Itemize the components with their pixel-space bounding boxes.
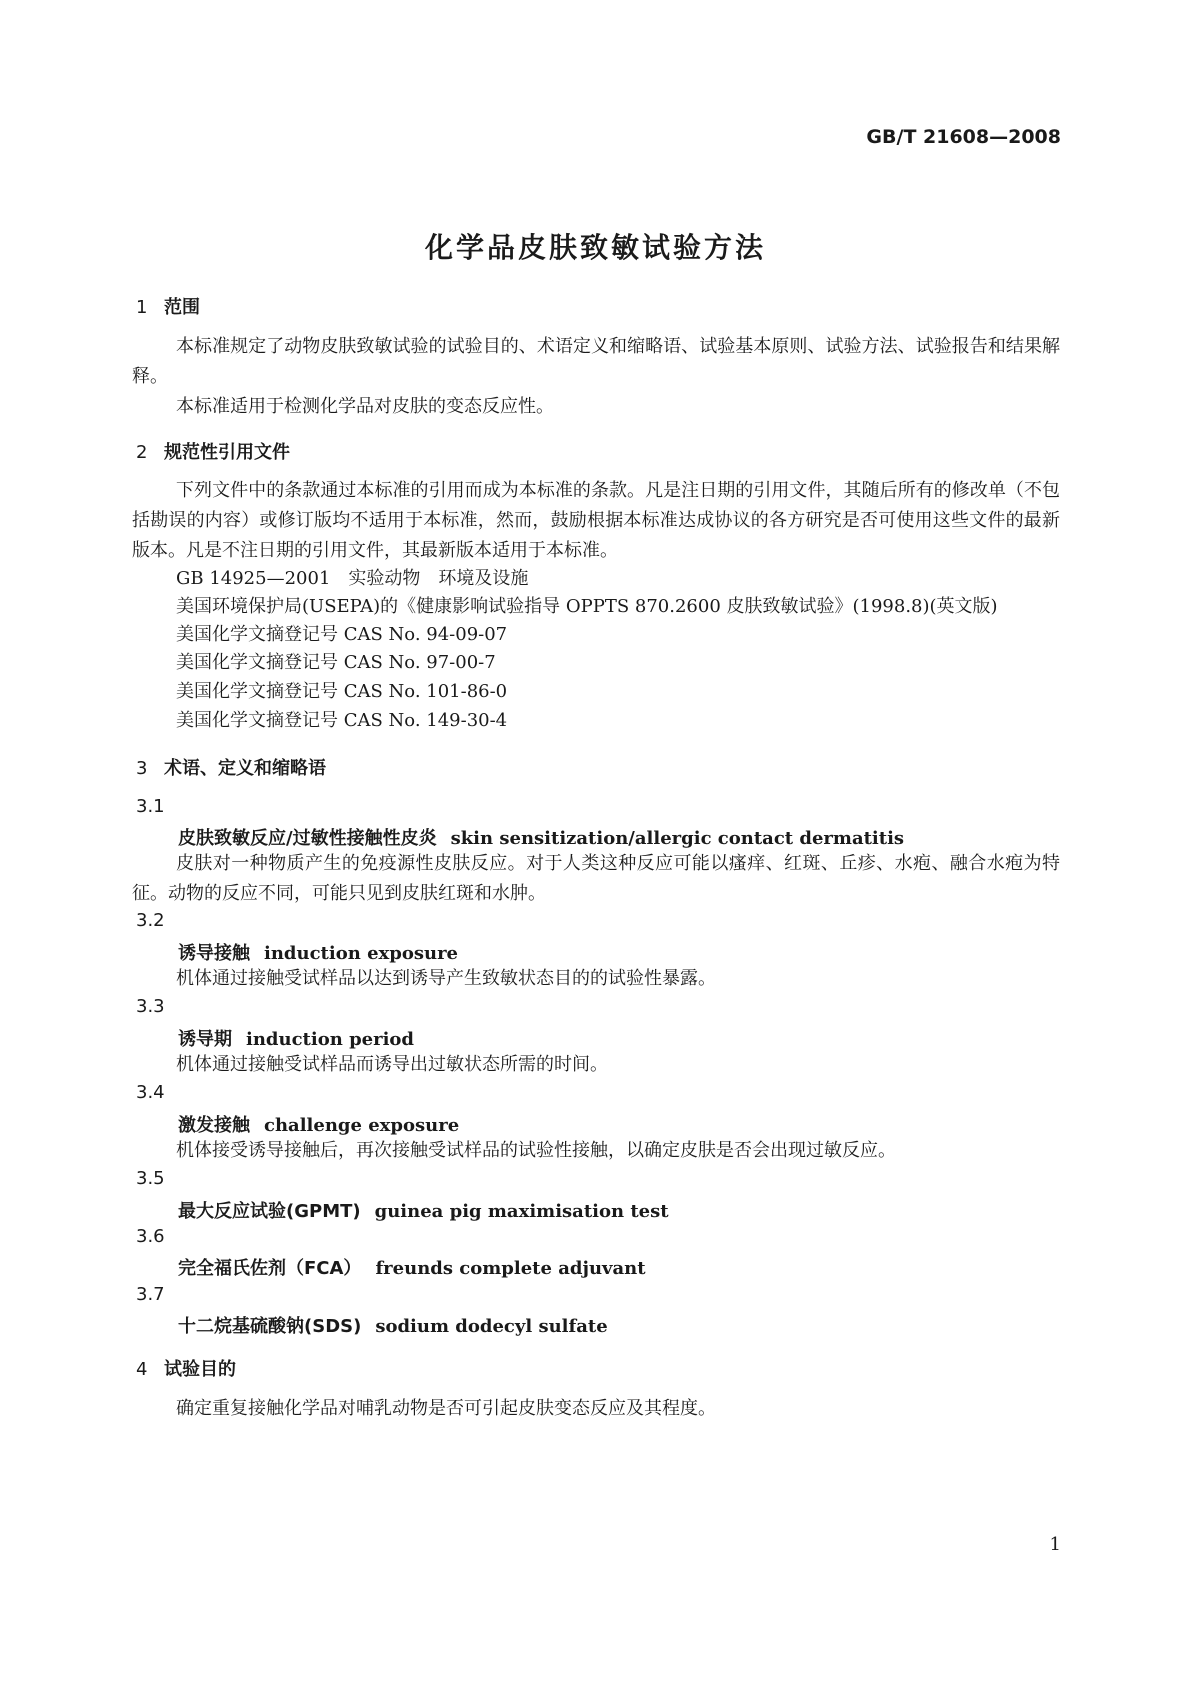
term-english: guinea pig maximisation test [374,1201,669,1222]
term-number: 3.4 [136,1082,165,1103]
term-heading [178,824,904,850]
document-title: 化学品皮肤致敏试验方法 [424,231,766,264]
section-2-paragraph-1: 下列文件中的条款通过本标准的引用而成为本标准的条款。凡是注日期的引用文件，其随后所有的修改单（不包括勘误的内容）或修订版均不适用于本标准，然而，鼓励根据本标准达成协议的各方研究是否可使用这些文件的最新版本。凡是不注日期的引用文件，其最新版本适用于本标准。 [132,480,1060,561]
term-chinese: 皮肤致敏反应/过敏性接触性皮炎 [178,828,437,849]
term-english: challenge exposure [264,1115,460,1136]
term-definition: 机体接受诱导接触后，再次接触受试样品的试验性接触，以确定皮肤是否会出现过敏反应。 [176,1140,896,1161]
term-number: 3.2 [136,910,165,931]
section-number: 1 [136,297,148,318]
reference-item: GB 14925—2001 实验动物 环境及设施 [176,568,529,589]
section-number: 2 [136,442,148,463]
term-definition: 机体通过接触受试样品而诱导出过敏状态所需的时间。 [176,1054,608,1075]
term-chinese: 最大反应试验(GPMT) [178,1201,361,1222]
term-chinese: 十二烷基硫酸钠(SDS) [178,1316,362,1337]
section-1-paragraph-1: 本标准规定了动物皮肤致敏试验的试验目的、术语定义和缩略语、试验基本原则、试验方法、试验报告和结果解释。 [132,336,1060,387]
section-1-paragraph-2: 本标准适用于检测化学品对皮肤的变态反应性。 [176,396,554,417]
term-definition: 皮肤对一种物质产生的免疫源性皮肤反应。对于人类这种反应可能以瘙痒、红斑、丘疹、水疱、融合水疱为特征。动物的反应不同，可能只见到皮肤红斑和水肿。 [132,853,1060,904]
term-chinese: 诱导期 [178,1029,232,1050]
section-3-heading [136,754,326,780]
reference-item: 美国化学文摘登记号 CAS No. 94-09-07 [176,624,508,645]
term-number: 3.6 [136,1226,165,1247]
term-chinese: 激发接触 [178,1115,250,1136]
term-number: 3.7 [136,1284,165,1305]
section-title: 术语、定义和缩略语 [164,758,326,779]
reference-item: 美国化学文摘登记号 CAS No. 149-30-4 [176,710,508,731]
term-english: induction period [246,1029,415,1050]
term-heading [178,939,458,965]
term-heading [178,1197,669,1223]
term-definition: 机体通过接触受试样品以达到诱导产生致敏状态目的的试验性暴露。 [176,968,716,989]
standard-number: GB/T 21608—2008 [866,126,1061,148]
term-number: 3.1 [136,796,165,817]
term-heading [178,1111,459,1137]
term-number: 3.3 [136,996,165,1017]
term-number: 3.5 [136,1168,165,1189]
section-title: 规范性引用文件 [164,442,290,463]
section-title: 范围 [164,297,200,318]
term-heading [178,1025,414,1051]
section-2-heading [136,438,290,464]
term-chinese: 诱导接触 [178,943,250,964]
section-1-heading [136,293,200,319]
reference-item: 美国环境保护局(USEPA)的《健康影响试验指导 OPPTS 870.2600 皮肤致敏试验》(1998.8)(英文版) [176,596,998,617]
reference-item: 美国化学文摘登记号 CAS No. 97-00-7 [176,652,496,673]
term-english: sodium dodecyl sulfate [375,1316,608,1337]
section-4-heading [136,1355,236,1381]
term-heading [178,1254,646,1280]
term-english: induction exposure [264,943,459,964]
section-number: 3 [136,758,148,779]
term-english: freunds complete adjuvant [375,1258,646,1279]
page-number: 1 [1049,1534,1061,1555]
reference-item: 美国化学文摘登记号 CAS No. 101-86-0 [176,681,508,702]
term-chinese: 完全福氏佐剂（FCA） [178,1258,362,1279]
section-number: 4 [136,1359,148,1380]
term-heading [178,1312,608,1338]
section-4-paragraph-1: 确定重复接触化学品对哺乳动物是否可引起皮肤变态反应及其程度。 [176,1398,716,1419]
section-title: 试验目的 [164,1359,236,1380]
term-english: skin sensitization/allergic contact dermatitis [450,828,905,849]
